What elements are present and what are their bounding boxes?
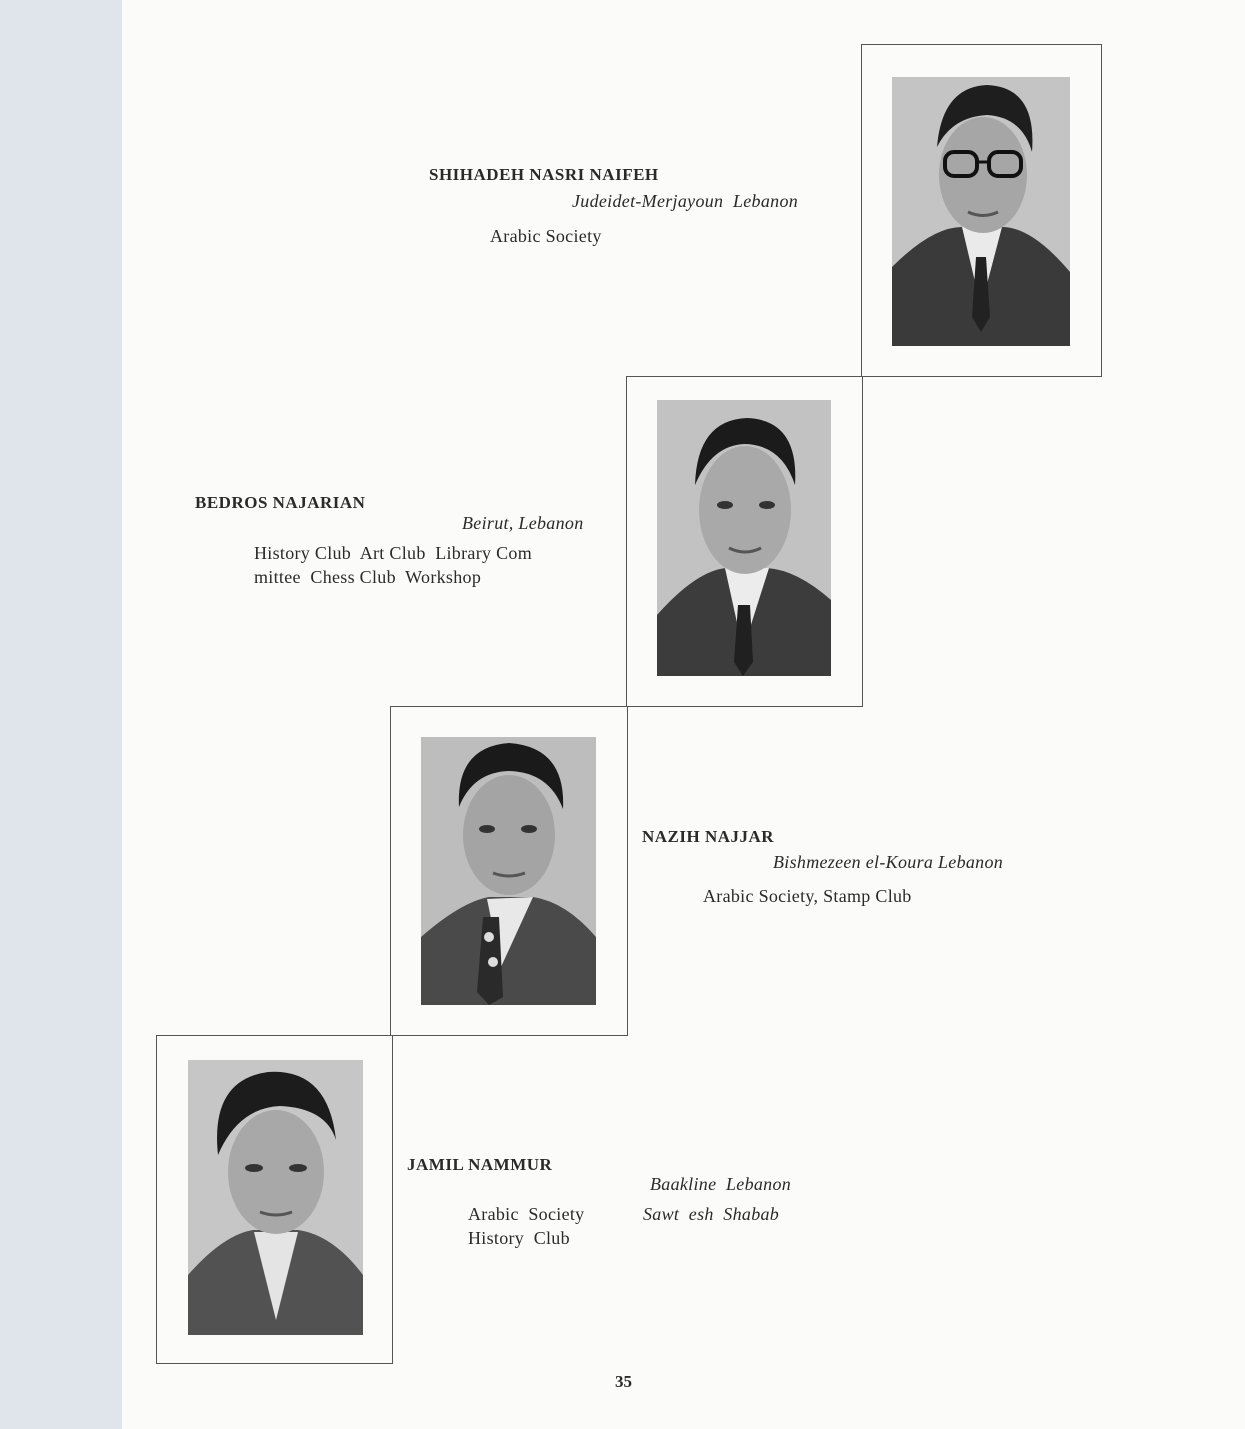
- student-name: NAZIH NAJJAR: [642, 827, 775, 846]
- student-activities: mittee Chess Club Workshop: [254, 567, 482, 587]
- portrait-glasses-icon: [892, 77, 1070, 346]
- student-name: SHIHADEH NASRI NAIFEH: [429, 165, 659, 184]
- yearbook-page: [122, 0, 1245, 1429]
- portrait-icon: [188, 1060, 363, 1335]
- student-hometown: Judeidet-Merjayoun Lebanon: [572, 191, 799, 211]
- student-activities: History Club Art Club Library Com: [254, 543, 532, 563]
- portrait-icon: [657, 400, 831, 676]
- student-name: BEDROS NAJARIAN: [195, 493, 366, 512]
- student-activities: Arabic Society, Stamp Club: [703, 886, 912, 906]
- student-hometown: Bishmezeen el-Koura Lebanon: [773, 852, 1004, 872]
- student-activities: Arabic Society: [468, 1204, 585, 1224]
- page-number: 35: [615, 1372, 632, 1391]
- portrait-photo-najarian: [657, 400, 831, 676]
- student-name: JAMIL NAMMUR: [407, 1155, 553, 1174]
- portrait-photo-naifeh: [892, 77, 1070, 346]
- student-activities: Arabic Society: [490, 226, 602, 246]
- student-activities: History Club: [468, 1228, 570, 1248]
- portrait-photo-najjar: [421, 737, 596, 1005]
- student-hometown: Baakline Lebanon: [650, 1174, 792, 1194]
- student-hometown: Beirut, Lebanon: [462, 513, 584, 533]
- portrait-icon: [421, 737, 596, 1005]
- student-publication: Sawt esh Shabab: [643, 1204, 780, 1224]
- portrait-photo-nammur: [188, 1060, 363, 1335]
